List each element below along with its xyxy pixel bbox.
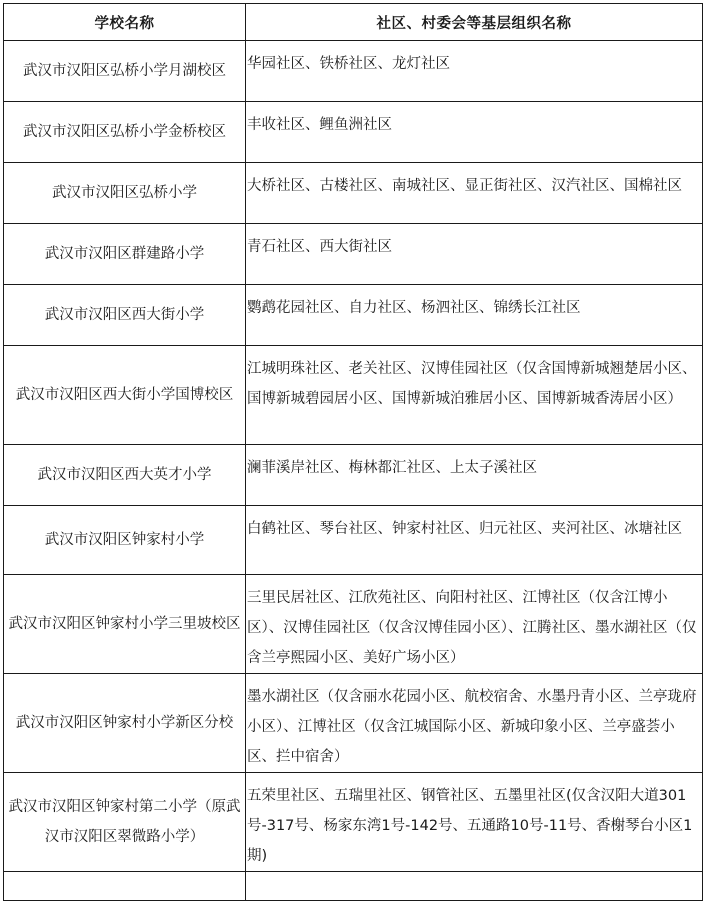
table-row [4,41,703,102]
school-name-cell: 武汉市汉阳区钟家村小学三里坡校区 [4,575,246,674]
table-row [4,163,703,224]
table-row [4,575,703,674]
school-name-cell: 武汉市汉阳区钟家村小学新区分校 [4,674,246,773]
org-name-cell: 华园社区、铁桥社区、龙灯社区 [246,41,703,102]
table-row [4,102,703,163]
org-name-cell: 澜菲溪岸社区、梅林都汇社区、上太子溪社区 [246,445,703,506]
org-name-cell: 青石社区、西大街社区 [246,224,703,285]
org-name-cell: 江城明珠社区、老关社区、汉博佳园社区（仅含国博新城翘楚居小区、国博新城碧园居小区、国博新城泊雅居小区、国博新城香涛居小区） [246,346,703,445]
header-org-name: 社区、村委会等基层组织名称 [246,4,703,41]
org-name-cell [246,872,703,901]
table-row [4,285,703,346]
table-header-row [4,4,703,41]
header-school-name: 学校名称 [4,4,246,41]
school-name-cell: 武汉市汉阳区西大英才小学 [4,445,246,506]
table-row [4,674,703,773]
school-name-cell: 武汉市汉阳区钟家村小学 [4,506,246,575]
table-row [4,506,703,575]
org-name-cell: 白鹤社区、琴台社区、钟家村社区、归元社区、夹河社区、冰塘社区 [246,506,703,575]
school-name-cell: 武汉市汉阳区钟家村第二小学（原武汉市汉阳区翠微路小学） [4,773,246,872]
org-name-cell: 五荣里社区、五瑞里社区、钢管社区、五墨里社区(仅含汉阳大道301号-317号、杨家东湾1号-142号、五通路10号-11号、香榭琴台小区1期) [246,773,703,872]
org-name-cell: 鹦鹉花园社区、自力社区、杨泗社区、锦绣长江社区 [246,285,703,346]
school-name-cell: 武汉市汉阳区弘桥小学金桥校区 [4,102,246,163]
table-row [4,224,703,285]
school-district-table-container [3,3,702,901]
school-name-cell: 武汉市汉阳区弘桥小学 [4,163,246,224]
school-name-cell: 武汉市汉阳区西大街小学国博校区 [4,346,246,445]
school-name-cell: 武汉市汉阳区西大街小学 [4,285,246,346]
org-name-cell: 大桥社区、古楼社区、南城社区、显正街社区、汉汽社区、国棉社区 [246,163,703,224]
table-row [4,445,703,506]
table-row [4,346,703,445]
org-name-cell: 丰收社区、鲤鱼洲社区 [246,102,703,163]
school-name-cell [4,872,246,901]
school-district-table [3,3,703,901]
table-row [4,872,703,901]
org-name-cell: 墨水湖社区（仅含丽水花园小区、航校宿舍、水墨丹青小区、兰亭珑府小区）、江博社区（仅含江城国际小区、新城印象小区、兰亭盛荟小区、拦中宿舍） [246,674,703,773]
school-name-cell: 武汉市汉阳区弘桥小学月湖校区 [4,41,246,102]
org-name-cell: 三里民居社区、江欣苑社区、向阳村社区、江博社区（仅含江博小区）、汉博佳园社区（仅含汉博佳园小区）、江腾社区、墨水湖社区（仅含兰亭熙园小区、美好广场小区） [246,575,703,674]
table-row [4,773,703,872]
school-name-cell: 武汉市汉阳区群建路小学 [4,224,246,285]
